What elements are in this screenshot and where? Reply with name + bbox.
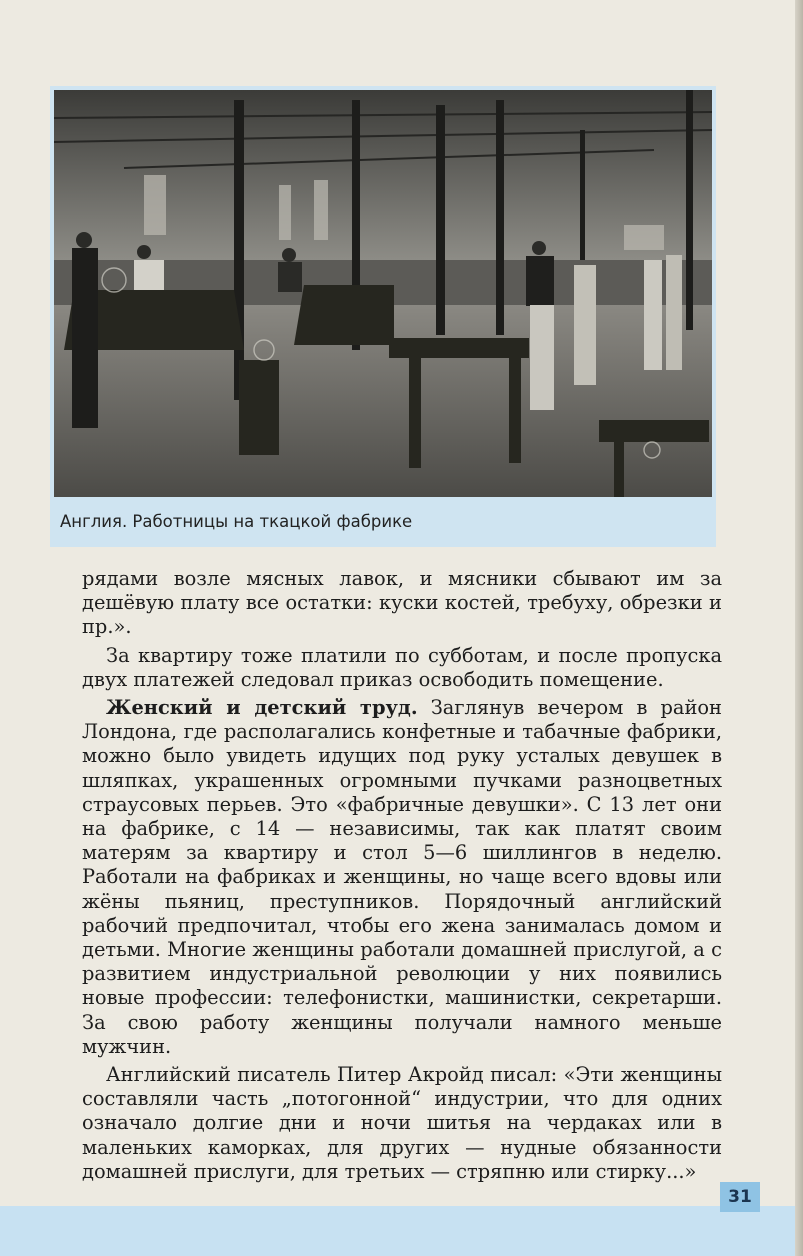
section-heading-body: Заглянув вечером в район Лондона, где располагались конфетные и табачные фабрики, можно было увидеть идущих под руку усталых девушек в шляпках, украшенных огромными пучками разноцветных страусовых перьев. Это «фабричные девушки». С 13 лет они на фабрике, с 14 — независимы, так как платят своим матерям за квартиру и стол 5—6 шиллингов в неделю. Работали на фабриках и женщины, но чаще всего вдовы или жёны пьяниц, преступников. Порядочный английский рабочий предпочитал, чтобы его жена занималась домом и детьми. Многие женщины работали домашней прислугой, а с развитием индустриальной революции у них появились новые профессии: телефонистки, машинистки, секретарши. За свою работу женщины получали намного меньше мужчин. bbox=[82, 696, 722, 1058]
figure-caption: Англия. Работницы на ткацкой фабрике bbox=[60, 512, 413, 531]
body-text bbox=[82, 567, 722, 1184]
figure bbox=[50, 86, 716, 547]
page-number: 31 bbox=[720, 1182, 760, 1212]
factory-photo-illustration bbox=[54, 90, 712, 497]
paragraph-quote: Английский писатель Питер Акройд писал: «Эти женщины составляли часть „потогонной“ индустрии, что для одних означало долгие дни и ночи шитья на чердаках или в маленьких каморках, для других — нудные обязанности домашней прислуги, для третьих — стряпню или стирку...» bbox=[82, 1063, 722, 1183]
section-heading: Женский и детский труд. bbox=[106, 696, 418, 720]
paragraph-women-labor bbox=[82, 696, 722, 1059]
paragraph-continuation: рядами возле мясных лавок, и мясники сбывают им за дешёвую плату все остатки: куски костей, требуху, обрезки и пр.». bbox=[82, 567, 722, 639]
factory-photo bbox=[54, 90, 712, 497]
footer-band bbox=[0, 1206, 795, 1256]
paragraph-rent: За квартиру тоже платили по субботам, и после пропуска двух платежей следовал приказ освободить помещение. bbox=[82, 643, 722, 691]
page-edge bbox=[795, 0, 803, 1256]
